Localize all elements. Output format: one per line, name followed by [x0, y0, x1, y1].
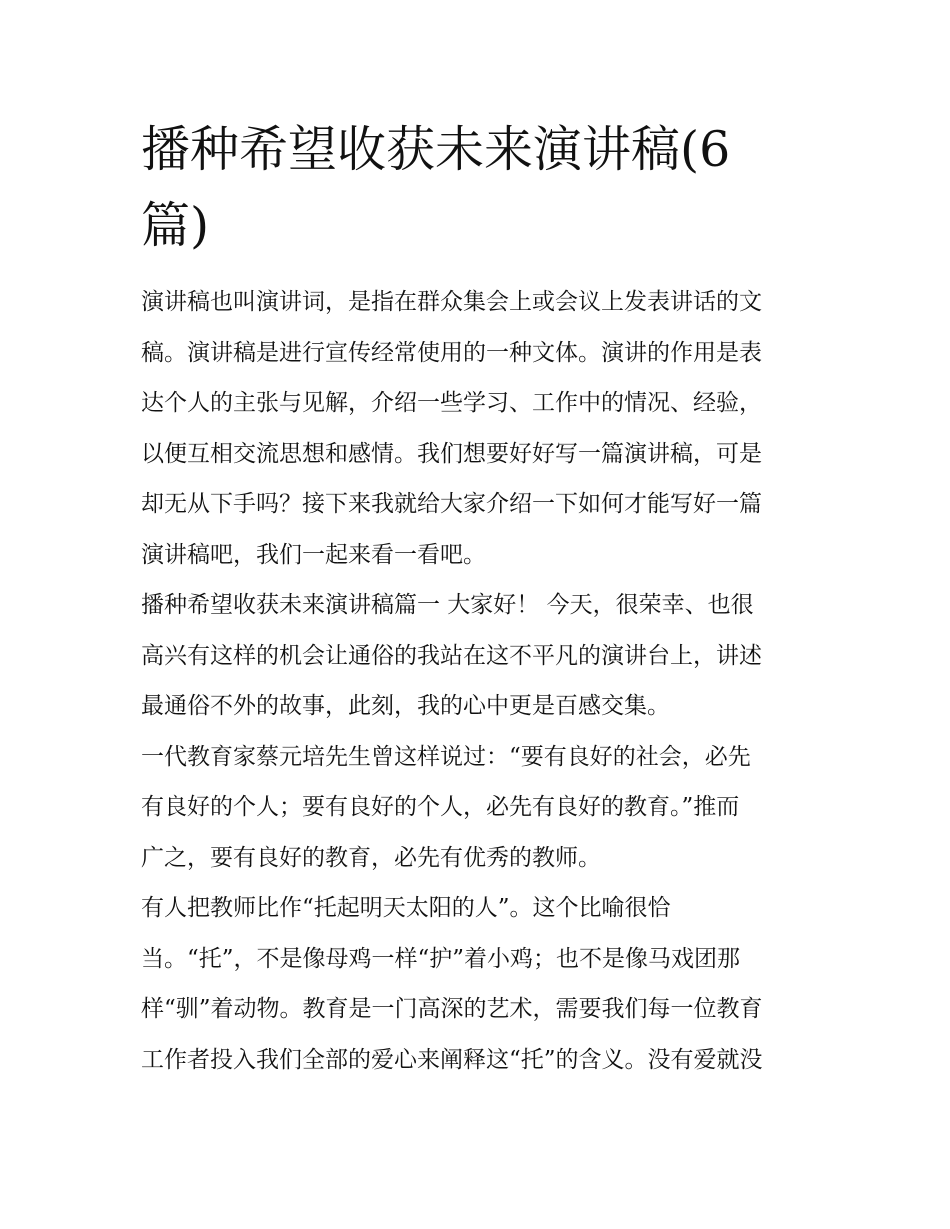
- title-line-1: 播种希望收获未来演讲稿(6: [141, 121, 731, 178]
- body-line: 稿。演讲稿是进行宣传经常使用的一种文体。演讲的作用是表: [141, 339, 762, 366]
- title-line-2: 篇): [141, 197, 210, 254]
- body-line: 播种希望收获未来演讲稿篇一 大家好！ 今天，很荣幸、也很: [141, 592, 754, 618]
- body-line: 以便互相交流思想和感情。我们想要好好写一篇演讲稿，可是: [141, 440, 762, 467]
- body-line: 有良好的个人；要有良好的个人，必先有良好的教育。”推而: [141, 794, 740, 820]
- body-line: 达个人的主张与见解，介绍一些学习、工作中的情况、经验，: [141, 390, 762, 416]
- body-line: 广之，要有良好的教育，必先有优秀的教师。: [141, 844, 601, 871]
- body-line: 一代教育家蔡元培先生曾这样说过：“要有良好的社会，必先: [141, 743, 751, 770]
- body-line: 高兴有这样的机会让通俗的我站在这不平凡的演讲台上，讲述: [141, 642, 762, 669]
- body-line: 却无从下手吗？接下来我就给大家介绍一下如何才能写好一篇: [141, 491, 762, 517]
- body-line: 最通俗不外的故事，此刻，我的心中更是百感交集。: [141, 693, 670, 719]
- body-line: 演讲稿也叫演讲词，是指在群众集会上或会议上发表讲话的文: [141, 289, 762, 315]
- body-line: 样“驯”着动物。教育是一门高深的艺术，需要我们每一位教育: [141, 996, 763, 1022]
- body-line: 有人把教师比作“托起明天太阳的人”。这个比喻很恰: [141, 895, 671, 921]
- document-body: [141, 277, 813, 1085]
- body-line: 当。“托”，不是像母鸡一样“护”着小鸡；也不是像马戏团那: [141, 945, 741, 972]
- document-title: [141, 112, 781, 264]
- body-line: 演讲稿吧，我们一起来看一看吧。: [141, 541, 486, 568]
- body-line: 工作者投入我们全部的爱心来阐释这“托”的含义。没有爱就没: [141, 1046, 763, 1073]
